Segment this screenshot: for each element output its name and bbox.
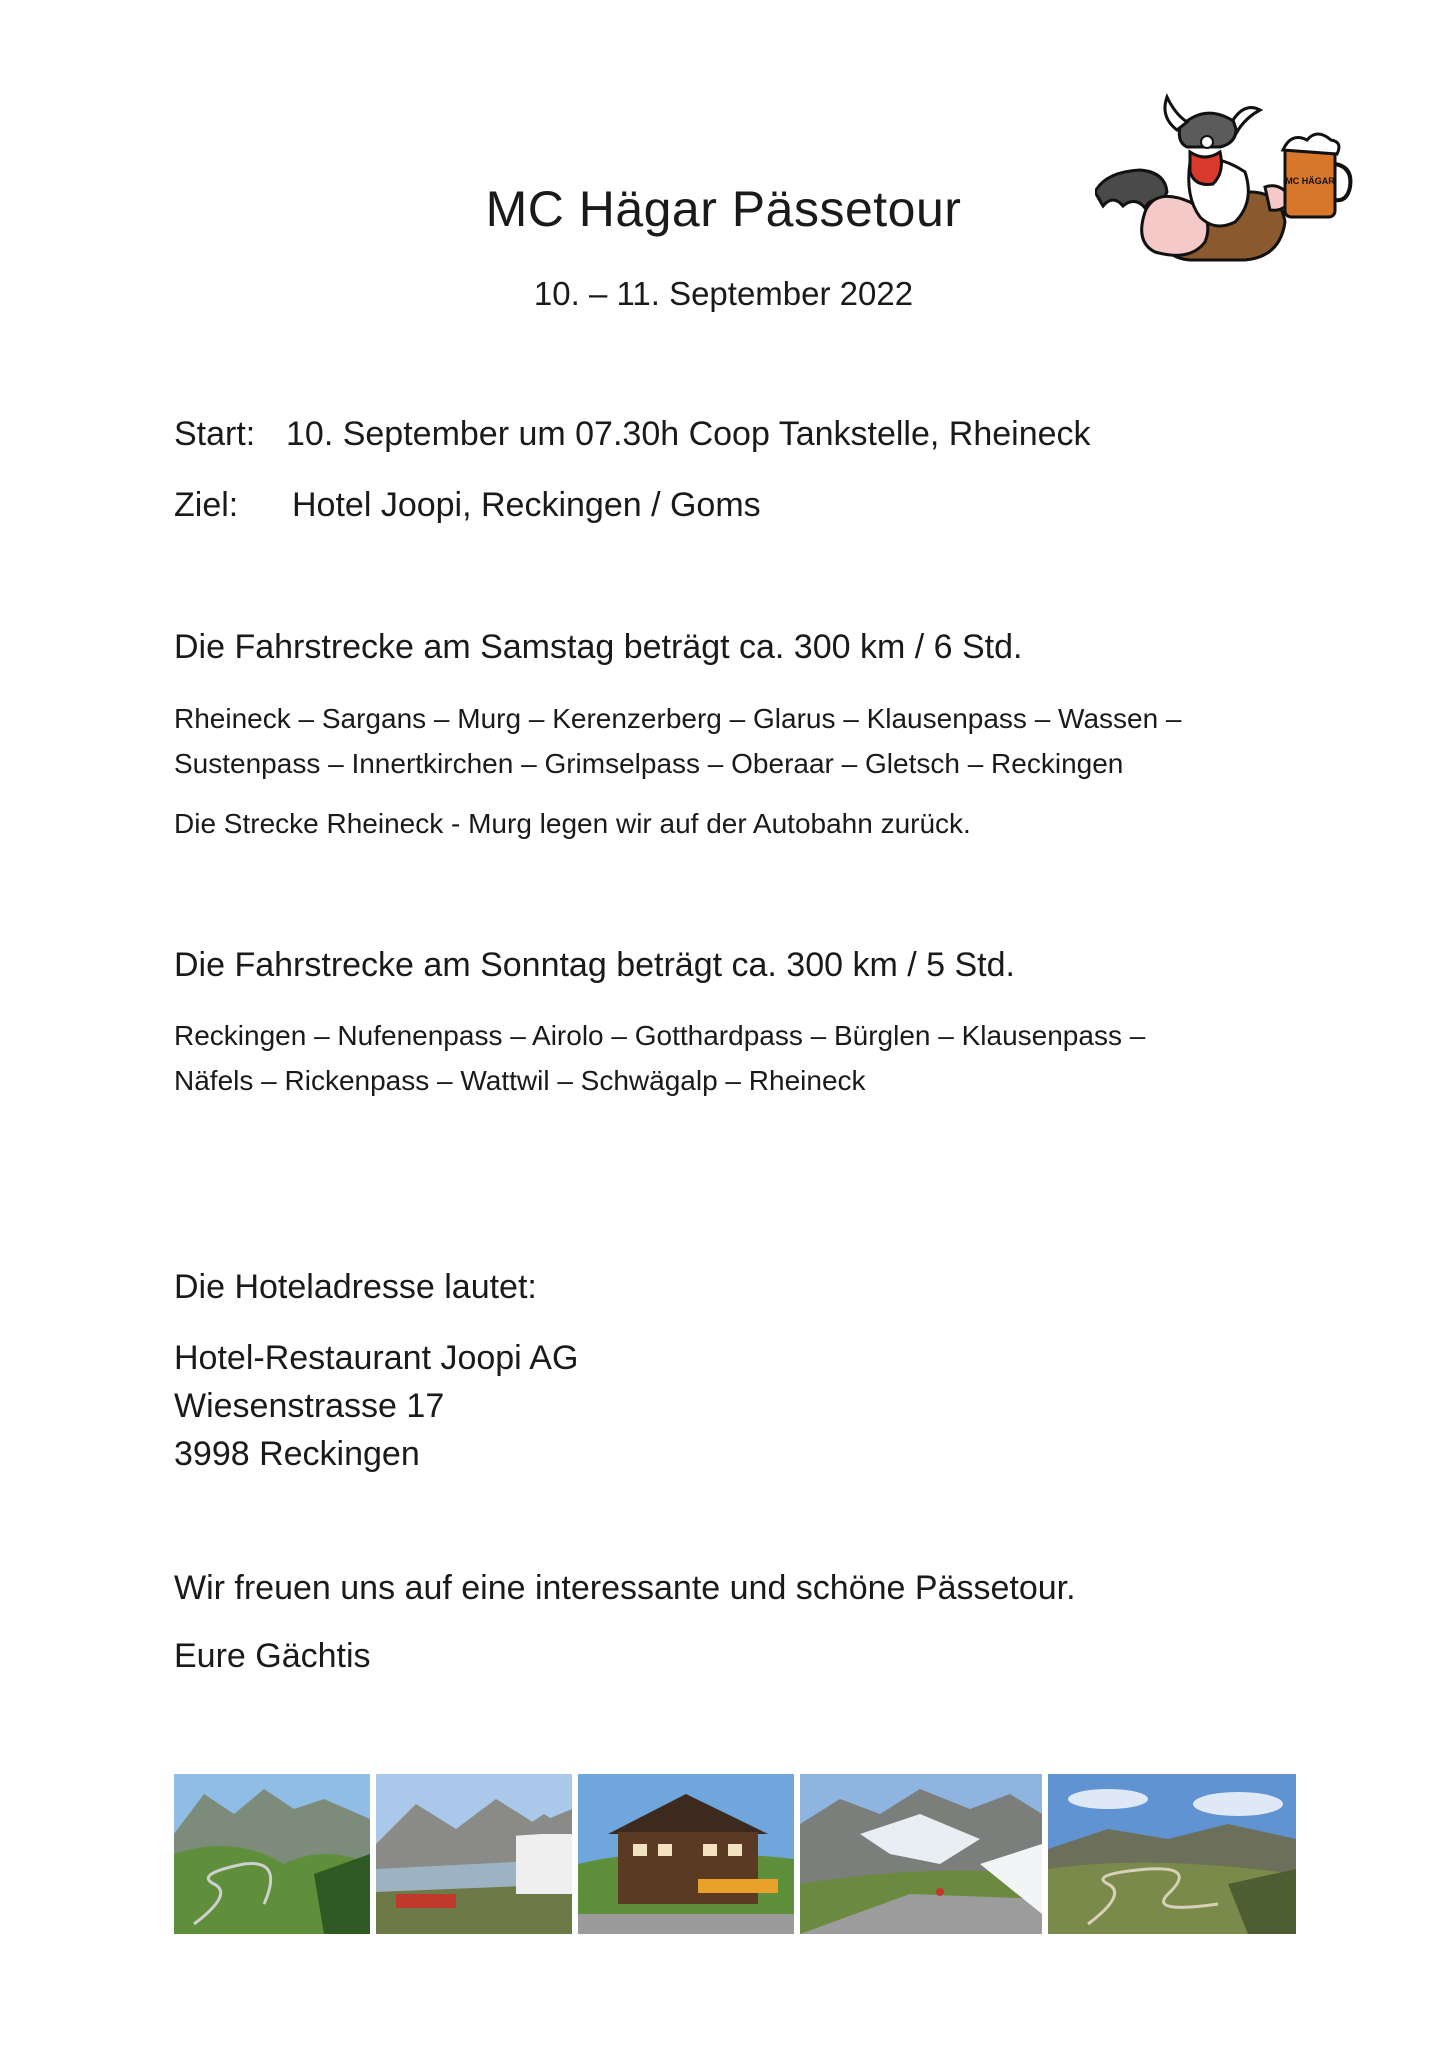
saturday-route: [174, 696, 1182, 786]
ziel-value: Hotel Joopi, Reckingen / Goms: [292, 486, 761, 524]
saturday-route-line-2: Sustenpass – Innertkirchen – Grimselpass – Oberaar – Gletsch – Reckingen: [174, 748, 1124, 779]
page-title: MC Hägar Pässetour: [485, 181, 962, 237]
sunday-heading: Die Fahrstrecke am Sonntag beträgt ca. 300 km / 5 Std.: [174, 946, 1015, 984]
sunday-route-line-1: Reckingen – Nufenenpass – Airolo – Gotthardpass – Bürglen – Klausenpass –: [174, 1020, 1146, 1051]
hotel-street: Wiesenstrasse 17: [174, 1387, 445, 1425]
start-row: [174, 415, 1091, 454]
ziel-row: [174, 486, 761, 525]
saturday-route-line-1: Rheineck – Sargans – Murg – Kerenzerberg – Glarus – Klausenpass – Wassen –: [174, 703, 1182, 734]
start-label: Start:: [174, 415, 256, 453]
saturday-note: Die Strecke Rheineck - Murg legen wir auf der Autobahn zurück.: [174, 808, 971, 839]
hotel-address: [174, 1334, 578, 1478]
hotel-name: Hotel-Restaurant Joopi AG: [174, 1339, 579, 1377]
event-date: 10. – 11. September 2022: [533, 275, 914, 312]
closing-message: Wir freuen uns auf eine interessante und schöne Pässetour.: [174, 1569, 1076, 1607]
photo-hotel-chalet: [578, 1774, 794, 1934]
hotel-intro: Die Hoteladresse lautet:: [174, 1268, 537, 1306]
saturday-heading: Die Fahrstrecke am Samstag beträgt ca. 300 km / 6 Std.: [174, 628, 1023, 666]
photo-pass-road: [800, 1774, 1042, 1934]
photo-mountain-lake: [376, 1774, 572, 1934]
hotel-city: 3998 Reckingen: [174, 1435, 420, 1473]
start-value: 10. September um 07.30h Coop Tankstelle, Rheineck: [286, 415, 1091, 453]
closing-signature: Eure Gächtis: [174, 1637, 371, 1675]
logo-mug-text: MC HÄGAR: [1285, 176, 1335, 186]
sunday-route-line-2: Näfels – Rickenpass – Wattwil – Schwägalp – Rheineck: [174, 1065, 866, 1096]
photo-alpine-valley: [174, 1774, 370, 1934]
sunday-route: [174, 1013, 1145, 1103]
ziel-label: Ziel:: [174, 486, 239, 524]
photo-serpentines: [1048, 1774, 1296, 1934]
